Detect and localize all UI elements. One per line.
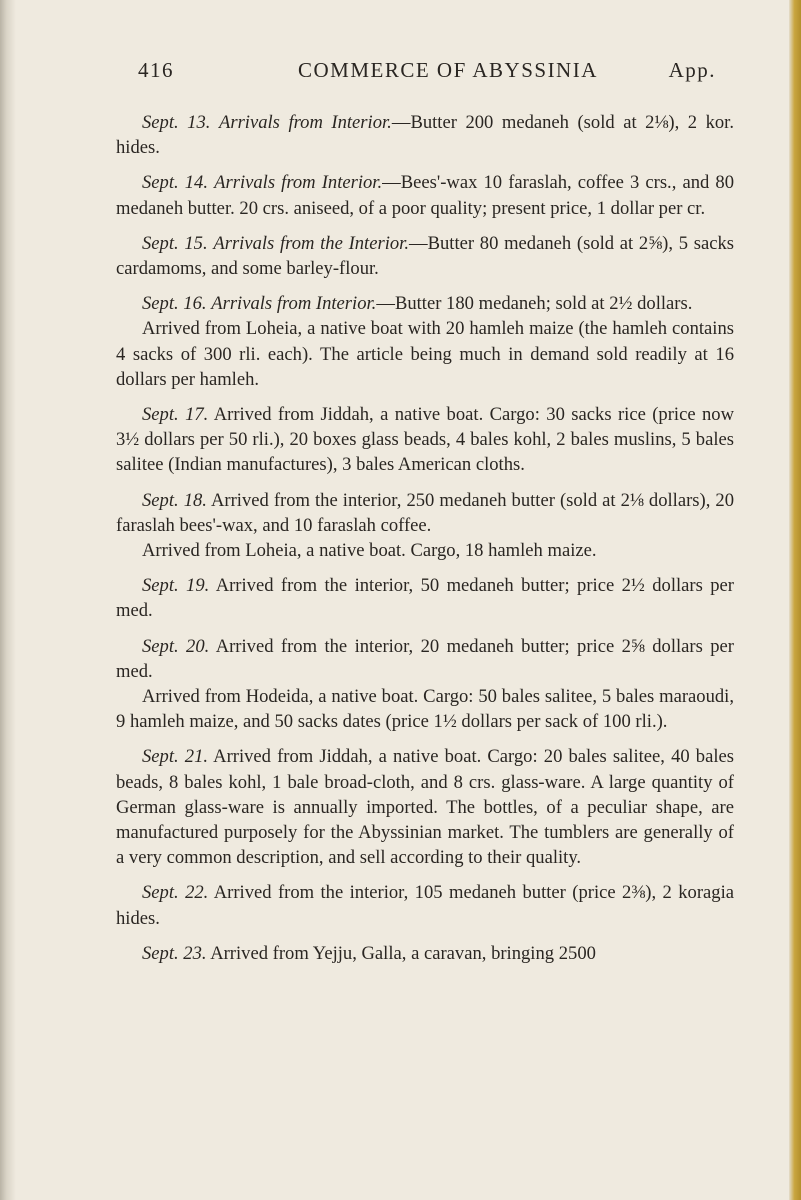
entry-text: Arrived from the interior, 50 medaneh butter; price 2½ dollars per med. — [116, 575, 734, 622]
entry-text: Arrived from Loheia, a native boat. Cargo, 18 hamleh maize. — [142, 540, 597, 562]
page-edge — [789, 0, 801, 1200]
running-header — [138, 58, 716, 92]
entry-text: Arrived from Jiddah, a native boat. Cargo: 20 bales salitee, 40 bales beads, 8 bales kohl, 1 bale broad-cloth, and 8 crs. glass-ware. A large quantity of German glass-ware is annually imported. The bottles, of a peculiar shape, are manufactured purposely for the Abyssinian market. The tumblers are generally of a very common description, and sell according to their quality. — [116, 746, 734, 869]
entry-text: Arrived from the interior, 250 medaneh butter (sold at 2⅛ dollars), 20 faraslah bees'-wax, and 10 faraslah coffee. — [116, 489, 734, 536]
entry-text: Arrived from Jiddah, a native boat. Cargo: 30 sacks rice (price now 3½ dollars per 50 rli.), 20 boxes glass beads, 4 bales kohl, 2 bales muslins, 5 bales salitee (Indian manufactures), 3 bales American cloths. — [116, 404, 735, 476]
paragraph — [116, 231, 734, 281]
entry-text: —Butter 80 medaneh (sold at 2⅝), 5 sacks cardamoms, and some barley-flour. — [116, 232, 734, 280]
entry-date: Sept. 23. — [142, 942, 207, 964]
entry-text: —Butter 200 medaneh (sold at 2⅛), 2 kor. hides. — [116, 112, 734, 159]
paragraph — [116, 316, 734, 392]
paragraph — [116, 941, 734, 966]
entry-text: Arrived from Loheia, a native boat with 20 hamleh maize (the hamleh contains 4 sacks of 300 rli. each). The article being much in demand sold readily at 16 dollars per hamleh. — [116, 318, 734, 390]
paragraph — [116, 291, 734, 316]
entry-heading: Arrivals from Interior. — [211, 293, 377, 315]
running-title: COMMERCE OF ABYSSINIA — [298, 58, 598, 82]
entry-text: Arrived from Yejju, Galla, a caravan, bringing 2500 — [210, 942, 596, 964]
page-number: 416 — [138, 58, 174, 82]
paragraph — [116, 744, 734, 870]
entry-date: Sept. 14. — [142, 172, 209, 194]
section-label: App. — [668, 58, 716, 82]
paragraph — [116, 573, 734, 623]
entry-text: Arrived from the interior, 105 medaneh butter (price 2⅜), 2 koragia hides. — [116, 882, 734, 929]
entry-date: Sept. 17. — [142, 404, 209, 426]
paragraph — [116, 170, 734, 220]
paragraph — [116, 538, 734, 563]
paragraph — [116, 110, 734, 160]
entry-date: Sept. 21. — [142, 746, 209, 768]
entry-text: Arrived from Hodeida, a native boat. Cargo: 50 bales salitee, 5 bales maraoudi, 9 hamleh maize, and 50 sacks dates (price 1½ dollars per sack of 100 rli.). — [116, 686, 734, 733]
entry-text: Arrived from the interior, 20 medaneh butter; price 2⅝ dollars per med. — [116, 635, 734, 682]
entry-date: Sept. 20. — [142, 635, 210, 657]
entry-text: —Bees'-wax 10 faraslah, coffee 3 crs., and 80 medaneh butter. 20 crs. aniseed, of a poor quality; present price, 1 dollar per cr. — [116, 172, 734, 219]
entry-heading: Arrivals from the Interior. — [213, 232, 409, 254]
spine-shadow — [0, 0, 16, 1200]
entry-date: Sept. 16. — [142, 293, 207, 315]
entry-date: Sept. 22. — [142, 882, 209, 904]
paragraph — [116, 634, 734, 684]
paragraph — [116, 402, 734, 478]
entry-date: Sept. 13. — [142, 112, 211, 133]
paragraph — [116, 488, 734, 538]
entry-date: Sept. 19. — [142, 575, 210, 597]
entry-text: —Butter 180 medaneh; sold at 2½ dollars. — [376, 293, 693, 315]
entry-heading: Arrivals from Interior. — [218, 112, 392, 133]
page-body — [116, 110, 734, 966]
paragraph — [116, 880, 734, 930]
entry-date: Sept. 18. — [142, 489, 207, 511]
entry-date: Sept. 15. — [142, 232, 208, 254]
paragraph — [116, 684, 734, 734]
entry-heading: Arrivals from Interior. — [214, 172, 383, 194]
